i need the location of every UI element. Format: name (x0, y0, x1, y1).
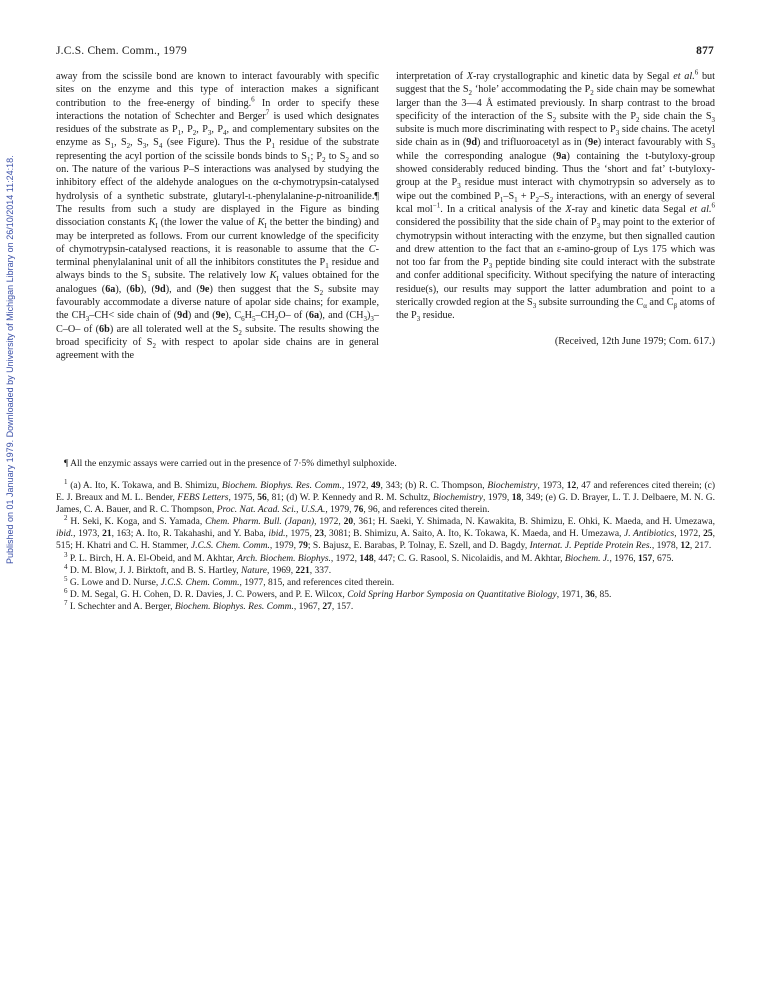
reference-item: $^5$ G. Lowe and D. Nurse, J.C.S. Chem. Comm., 1977, 815, and references cited therein. (64, 574, 395, 588)
reference-item: $^6$ D. M. Segal, G. H. Cohen, D. R. Davies, J. C. Powers, and P. E. Wilcox, Cold Spring Harbor Symposia on Quantitative Biology, 1971, 36, 85. (64, 586, 612, 600)
reference-item: $^1$ (a) A. Ito, K. Tokawa, and B. Shimizu, Biochem. Biophys. Res. Comm., 1972, 49, 343; (b) R. C. Thompson, Biochemistry, 1973, 12, 47 and references cited therein; (c) E. J. Breaux and M. L. Bender, FEBS Letters, 1975, 56, 81; (d) W. P. Kennedy and R. M. Schultz, Biochemistry, 1979, 18, 349; (e) G. D. Brayer, L. T. J. Delbaere, M. N. G. James, C. A. Bauer, and R. C. Thompson, Proc. Nat. Acad. Sci., U.S.A., 1979, 76, 96, and references cited therein. (56, 477, 716, 516)
reference-item: $^7$ I. Schechter and A. Berger, Biochem. Biophys. Res. Comm., 1967, 27, 157. (64, 598, 354, 612)
received-date: (Received, 12th June 1979; Com. 617.) (554, 335, 715, 347)
footnote: ¶ All the enzymic assays were carried out in the presence of 7·5% dimethyl sulphoxide. (64, 459, 397, 469)
reference-list (56, 477, 716, 613)
reference-item: $^4$ D. M. Blow, J. J. Birktoft, and B. S. Hartley, Nature, 1969, 221, 337. (64, 562, 332, 576)
journal-running-head (56, 45, 187, 57)
paragraph: interpretation of X-ray crystallographic and kinetic data by Segal et al.$^6$ but suggest that the $S_2$ ‘hole’ accommodating the $P_2$ side chain may be somewhat larger than the 3—4 Å estimated previously. In sharp contrast to the broad specificity of the interaction of the $S_2$ subsite with the $P_2$ side chain the $S_3$ subsite is much more discriminating with respect to $P_3$ side chains. The acetyl side chain as in (9d) and trifluoroacetyl as in (9e) interact favourably with $S_3$ while the corresponding analogue (9a) containing the t-butyloxy-group showed considerably reduced binding. Thus the ‘short and fat’ t-butyloxy-group at the $P_3$ residue must interact with chymotrypsin so adversely as to wipe out the combined $P_1-S_1 + P_2-S_2$ interactions, with an energy of several kcal mol$^{-1}$. In a critical analysis of the X-ray and kinetic data Segal et al.$^6$ considered the possibility that the side chain of $P_3$ may point to the exterior of chymotrypsin without interacting with the enzyme, but then signalled caution and drew attention to the fact that an ε-amino-group of Lys 175 which was not too far from the $P_3$ peptide binding site could interact with the substrate and confer additional specificity. Without specifying the nature of interacting residue(s), our results may support the latter adumbration and point to a sterically crowded region at the $S_3$ subsite surrounding the $C_\alpha$ and $C_\beta$ atoms of the $P_3$ residue. (396, 68, 716, 324)
download-watermark[interactable]: Published on 01 January 1979. Downloaded by University of Michigan Library on 26/10/2014 11:24:18. (5, 155, 15, 565)
text-column-left (56, 70, 379, 363)
text-column-right (396, 70, 715, 348)
paragraph: away from the scissile bond are known to interact favourably with specific sites on the enzyme and this type of interaction makes a significant contribution to the free-energy of binding.$^6$ In order to specify these interactions the notation of Schechter and Berger$^7$ is used which designates residues of the substrate as $P_1$, $P_2$, $P_3$, $P_4$, and complementary subsites on the enzyme as $S_1$, $S_2$, $S_3$, $S_4$ (see Figure). Thus the $P_1$ residue of the substrate representing the acyl portion of the scissile bonds binds to $S_1$; $P_2$ to $S_2$ and so on. The nature of the various P–S interactions was analysed by studying the inhibitory effect of the aldehyde analogues on the α-chymotrypsin-catalysed hydrolysis of a synthetic substrate, glutaryl-l-phenylalanine-p-nitroanilide.¶ The results from such a study are displayed in the Figure as binding dissociation constants $K_I$ (the lower the value of $K_I$ the better the binding) and may be interpreted as follows. From our current knowledge of the specificity of chymotrypsin-catalysed reactions, it is reasonable to assume that the C-terminal phenylalaninal unit of all the inhibitors constitutes the $P_1$ residue and always binds to the $S_1$ subsite. The relatively low $K_I$ values obtained for the analogues (6a), (6b), (9d), and (9e) then suggest that the $S_2$ subsite may favourably accommodate a diverse nature of apolar side chains; for example, the $CH_3-CH<$ side chain of (9d) and (9e), $C_6H_5-CH_2O-$ of (6a), and $(CH_3)_3-C-O-$ of (6b) are all tolerated well at the $S_2$ subsite. The results showing the broad specificity of $S_2$ with respect to apolar side chains are in general agreement with the (56, 71, 380, 362)
reference-item: $^2$ H. Seki, K. Koga, and S. Yamada, Chem. Pharm. Bull. (Japan), 1972, 20, 361; H. Saeki, Y. Shimada, N. Kawakita, B. Shimizu, E. Ohki, K. Maeda, and H. Umezawa, ibid., 1973, 21, 163; A. Ito, R. Takahashi, and Y. Baba, ibid., 1975, 23, 3081; B. Shimizu, A. Saito, A. Ito, K. Tokawa, K. Maeda, and H. Umezawa, J. Antibiotics, 1972, 25, 515; H. Khatri and C. H. Stammer, J.C.S. Chem. Comm., 1979, 79; S. Bajusz, E. Barabas, P. Tolnay, E. Szell, and D. Bagdy, Internat. J. Peptide Protein Res., 1978, 12, 217. (56, 514, 716, 552)
reference-item: $^3$ P. L. Birch, H. A. El-Obeid, and M. Akhtar, Arch. Biochem. Biophys., 1972, 148, 447; C. G. Rasool, S. Nicolaidis, and M. Akhtar, Biochem. J., 1976, 157, 675. (64, 550, 674, 564)
page-number: 877 (696, 45, 714, 57)
journal-title: J.C.S. Chem. Comm., 1979 (56, 45, 187, 57)
